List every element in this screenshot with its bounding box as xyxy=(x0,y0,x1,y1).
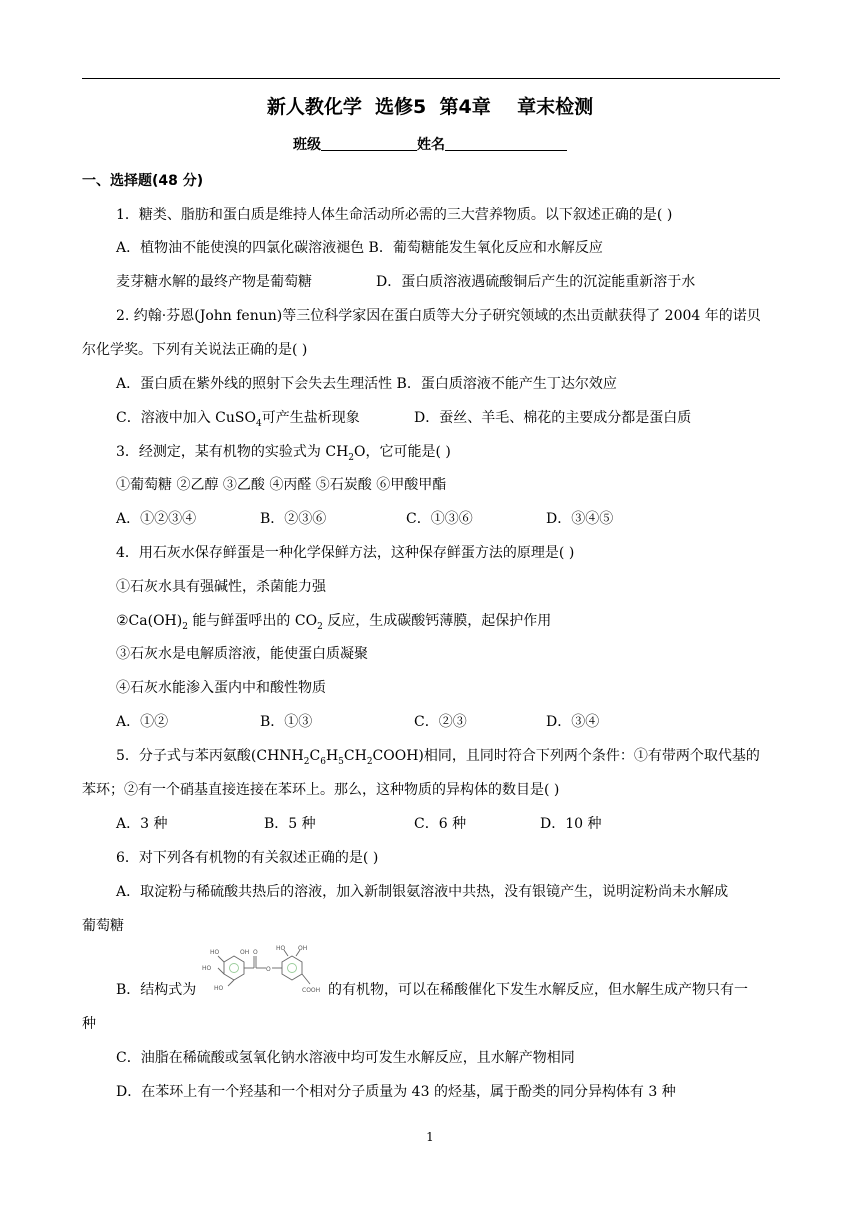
q3-option-a: A．①②③④ xyxy=(116,511,197,527)
page-title: 新人教化学 选修5 第4章 章末检测 xyxy=(266,96,594,118)
q4-stem: 4．用石灰水保存鲜蛋是一种化学保鲜方法，这种保存鲜蛋方法的原理是( ) xyxy=(116,545,575,561)
header-rule xyxy=(82,78,780,79)
q1-option-d: D．蛋白质溶液遇硫酸铜后产生的沉淀能重新溶于水 xyxy=(376,274,696,290)
q4-option-d: D．③④ xyxy=(546,714,600,730)
q6-option-d: D．在苯环上有一个羟基和一个相对分子质量为 43 的烃基，属于酚类的同分异构体有 3 种 xyxy=(116,1084,676,1100)
q2-stem-line1: 2. 约翰·芬恩(John fenun)等三位科学家因在蛋白质等大分子研究领域的杰出贡献获得了 2004 年的诺贝 xyxy=(116,308,761,324)
q4-option-c: C．②③ xyxy=(414,714,467,730)
q3-option-b: B．②③⑥ xyxy=(260,511,327,527)
q6-option-a-line1: A．取淀粉与稀硫酸共热后的溶液，加入新制银氨溶液中共热，没有银镜产生，说明淀粉尚未水解成 xyxy=(116,884,729,900)
q5-option-c: C．6 种 xyxy=(414,816,467,832)
q4-item-3: ③石灰水是电解质溶液，能使蛋白质凝聚 xyxy=(116,646,368,662)
q4-item-1: ①石灰水具有强碱性，杀菌能力强 xyxy=(116,579,326,595)
struct-label-oh1: OH xyxy=(240,949,250,956)
q4-item-4: ④石灰水能渗入蛋内中和酸性物质 xyxy=(116,680,326,696)
q3-option-c: C．①③⑥ xyxy=(406,511,473,527)
q3-stem: 3．经测定，某有机物的实验式为 $CH_2O$，它可能是( ) xyxy=(116,444,451,463)
class-blank xyxy=(321,136,417,151)
q3-option-d: D．③④⑤ xyxy=(546,511,614,527)
ester-structure-image xyxy=(200,944,328,1000)
q2-options-ab: A．蛋白质在紫外线的照射下会失去生理活性 B．蛋白质溶液不能产生丁达尔效应 xyxy=(116,376,617,392)
struct-label-cooh: COOH xyxy=(302,987,321,994)
struct-label-ho3: HO xyxy=(214,985,224,992)
page-number: 1 xyxy=(426,1130,434,1144)
q1-stem: 1．糖类、脂肪和蛋白质是维持人体生命活动所必需的三大营养物质。以下叙述正确的是( ) xyxy=(116,207,673,223)
q5-option-d: D．10 种 xyxy=(540,816,602,832)
struct-label-ho4: HO xyxy=(276,945,286,952)
class-name-line xyxy=(0,134,860,154)
q5-stem-line2: 苯环；②有一个硝基直接连接在苯环上。那么，这种物质的异构体的数目是( ) xyxy=(82,782,560,798)
q6-option-c: C．油脂在稀硫酸或氢氧化钠水溶液中均可发生水解反应，且水解产物相同 xyxy=(116,1050,575,1066)
q6-option-b-post: 的有机物，可以在稀酸催化下发生水解反应，但水解生成产物只有一 xyxy=(328,982,748,998)
q6-option-b-line2: 种 xyxy=(82,1016,96,1032)
q5-option-b: B．5 种 xyxy=(264,816,316,832)
q6-stem: 6．对下列各有机物的有关叙述正确的是( ) xyxy=(116,850,379,866)
q4-option-a: A．①② xyxy=(116,714,169,730)
q2-stem-line2: 尔化学奖。下列有关说法正确的是( ) xyxy=(82,342,308,358)
q4-option-b: B．①③ xyxy=(260,714,313,730)
section-heading: 一、选择题(48 分) xyxy=(82,173,204,189)
class-label: 班级 xyxy=(293,137,321,153)
struct-label-o: O xyxy=(253,949,258,956)
q1-option-c: 麦芽糖水解的最终产物是葡萄糖 xyxy=(116,274,312,290)
q6-option-b-pre: B．结构式为 xyxy=(116,982,197,998)
struct-label-o2: O xyxy=(266,966,271,973)
q1-options-ab: A．植物油不能使溴的四氯化碳溶液褪色 B．葡萄糖能发生氧化反应和水解反应 xyxy=(116,240,603,256)
q5-stem-line1: 5．分子式与苯丙氨酸$(CHNH_2C_6H_5CH_2COOH)$相同，且同时符合下列两个条件：①有带两个取代基的 xyxy=(116,748,760,767)
struct-label-ho1: HO xyxy=(210,949,220,956)
q4-item-2: $②Ca(OH)_2$ 能与鲜蛋呼出的 $CO_2$ 反应，生成碳酸钙薄膜，起保护作用 xyxy=(116,613,552,632)
q5-option-a: A．3 种 xyxy=(116,816,168,832)
q2-option-d: D．蚕丝、羊毛、棉花的主要成分都是蛋白质 xyxy=(414,410,692,426)
q2-option-c: C．溶液中加入 CuSO$_4$可产生盐析现象 xyxy=(116,410,360,429)
benzene-ring-right xyxy=(282,956,302,980)
name-label: 姓名 xyxy=(417,137,445,153)
q6-option-a-line2: 葡萄糖 xyxy=(82,918,124,934)
name-blank xyxy=(445,136,567,151)
benzene-ring-left xyxy=(224,956,244,980)
q3-items: ①葡萄糖 ②乙醇 ③乙酸 ④丙醛 ⑤石炭酸 ⑥甲酸甲酯 xyxy=(116,477,447,493)
struct-label-oh2: OH xyxy=(298,945,308,952)
struct-label-ho2: HO xyxy=(202,965,212,972)
